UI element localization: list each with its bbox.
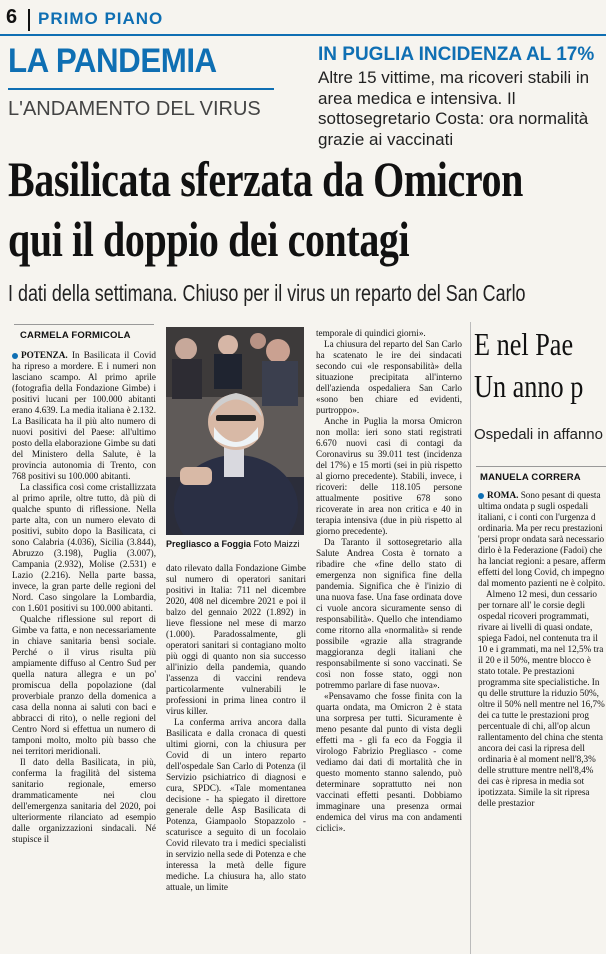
headline-line-1: Basilicata sferzata da Omicron	[8, 151, 523, 207]
location-bullet-icon	[12, 353, 18, 359]
paragraph: La classifica così come cristallizzata al primo aprile, oltre tutto, dà più di qualche spunto di riflessione. Nella parte alta, con un numero elevato di positivi, subito dopo la Basilicata, ci sono Calabria (4.036), Sicilia (3.844), Abruzzo (3.198), Puglia (3.007), Campania (2.932), Molise (2.531) e Lazio (2.216). Nella parte bassa, invece, la gran parte delle regioni del Nord. Caso singolare la Lombardia, con 1.601 positivi su 100.000 abitanti.	[12, 482, 156, 613]
dateline: ROMA.	[487, 490, 519, 500]
headline-line-2: qui il doppio dei contagi	[8, 211, 410, 267]
paragraph-text: In Basilicata il Covid ha ripreso a mordere. E i numeri non lasciano scampo. Al primo aprile (fotografia della Fondazione Gimbe) i positivi lucani per 100.000 abitanti erano 4.639. La media italiana è 2.132. La Basilicata ha il più alto numero di nuovi positivi del Paese: all'ultimo posto della elaborazione Gimbe su dati del Ministero della Salute, è la provincia autonomia di Trento, con 768 positivi su 100.000 abitanti.	[12, 350, 156, 481]
photo-credit: Foto Maizzi	[253, 539, 300, 549]
subheadline: I dati della settimana. Chiuso per il virus un reparto del San Carlo	[8, 280, 526, 306]
paragraph-text: Sono pesant di questa ultima ondata p sugli ospedali italiani, c i conti con l'urgenza d ordinaria. Ma per recu prestazioni 'persi propr ondata sarà necessario dirlo è la Federazione (Fadoi) che ha lanciat regioni: a pesare, afferm effetti del long Covid, ch impegno dal momento pazienti ne è colpito.	[478, 490, 606, 588]
section-label: PRIMO PIANO	[38, 9, 164, 28]
right-headline-line-1: E nel Pae	[474, 326, 574, 362]
column-divider	[470, 322, 471, 954]
right-subheadline: Ospedali in affanno	[474, 426, 603, 443]
sidebox-headline: IN PUGLIA INCIDENZA AL 17%	[318, 44, 595, 65]
paragraph	[478, 490, 606, 589]
page-number: 6	[6, 6, 18, 28]
photo-illustration	[166, 327, 304, 535]
caption-text: Pregliasco a Foggia	[166, 539, 252, 549]
paragraph: La conferma arriva ancora dalla Basilicata e dalla cronaca di questi ultimi giorni, con la chiusura per Covid di un intero reparto dell'ospedale San Carlo di Potenza (il Servizio psichiatrico di diagnosi e cura, SPDC). «Tale momentanea decisione - ha spiegato il direttore generale delle Asp Basilicata di Potenza, Giampaolo Stopazzolo - scaturisce a seguito di un focolaio Covid rilevato tra i medici specialisti in servizio nella sede di Potenza e che interessa la metà delle figure mediche. La chiusura ha, allo stato attuale, un limite	[166, 717, 306, 892]
paragraph: Almeno 12 mesi, dun cessario per tornare all' le corsie degli ospedal ricoveri programmati, rivare ai livelli di quasi ondate, spiega Fadoi, nel contenuta tra il 10 e i grammati, ma nel 12,5% tra il 20 e il 50%, mentre blocco è stato totale. Pe prestazioni programma site specialistiche. In qu delle strutture la riduzio 50%, oltre il 50% nell mentre nel 16,7% dei ca tutte le prestazioni prog percentuale di chi, all'op alcun rallentamento del china che stenta ancora dei casi la ripresa dell ordinaria è al moment nell'8,3% delle strutture mentre nell'8,4% dei cas è ripresa in media sot ipotizzata. Simile la sit ripresa delle prestazior	[478, 589, 605, 808]
page-number-divider	[28, 9, 30, 31]
article-photo	[166, 327, 304, 535]
paragraph: Qualche riflessione sul report di Gimbe va fatta, e non necessariamente in chiave sanitaria bensì sociale. Perché o il virus risulta più ampiamente diffuso al Centro Sud per quella natura allegra e un po' promiscua della popolazione (dal proverbiale pranzo della domenica a casa della nonna ai saluti con baci e abbracci di rito), o nelle regioni del Centro Nord si effettua un numero di tamponi molto, molto più basso che nei territori meridionali.	[12, 614, 156, 756]
paragraph: La chiusura del reparto del San Carlo ha scatenato le ire dei sindacati secondo cui «le responsabilità» della situazione precipitata all'interno dell'azienda ospedaliera San Carlo «sono ben chiare ed evidenti, purtroppo».	[316, 339, 462, 415]
article-column-2	[166, 563, 306, 951]
article-column-3	[316, 328, 462, 950]
paragraph: Da Taranto il sottosegretario alla Salute Andrea Costa è tornato a ribadire che «fine dello stato di emergenza non significa fine della pandemia. Significa che è l'inizio di una nuova fase. Una fase ordinata dove ci vuole ancora sicuramente senso di responsabilità». Quello che intendiamo come ritorno alla «normalità» si rende possibile «grazie alla stragrande maggioranza degli italiani che responsabilmente si sono vaccinati. Se così non fosse stato, oggi non potremmo parlare di fase nuova».	[316, 537, 462, 690]
kicker-subtitle: L'ANDAMENTO DEL VIRUS	[8, 98, 261, 120]
paragraph: temporale di quindici giorni».	[316, 328, 426, 338]
paragraph: Anche in Puglia la morsa Omicron non molla: ieri sono stati registrati 6.670 nuovi casi di contagi da Coronavirus su 39.011 test (incidenza del 17%) e 15 morti (sei in più rispetto al giorno precedente). Stabili, invece, i ricoveri: delle 118.105 persone attualmente positive 678 sono ricoverate in area non critica e 40 in terapia intensiva (due in più rispetto al giorno precedente).	[316, 416, 462, 536]
paragraph: «Pensavamo che fosse finita con la quarta ondata, ma Omicron 2 è stata una sorpresa per tutti. Sicuramente è meno pesante dal punto di vista degli effetti ma - gli fa eco da Foggia il virologo Fabrizio Pregliasco - come vediamo dai dati di mortalità che in questo momento stanno salendo, può determinare soprattutto nei non vaccinati effetti pesanti. Dobbiamo immaginare una presenza ormai endemica del virus ma con andamenti ciclici».	[316, 691, 462, 833]
dateline: POTENZA.	[21, 350, 68, 360]
kicker-title: LA PANDEMIA	[8, 42, 217, 80]
paragraph: dato rilevato dalla Fondazione Gimbe sul numero di operatori sanitari positivi in Italia: 711 nel dicembre 2020, 408 nel dicembre 2021 e poi il balzo del gennaio 2022 (1.892) in lieve flessione nel mese di marzo (1.000). Paradossalmente, gli operatori sanitari si contagiano molto più oggi di quanto non sia successo all'inizio della pandemia, quando l'assenza di vaccini rendeva particolarmente vulnerabili le professioni in prima linea contro il virus killer.	[166, 563, 306, 716]
location-bullet-icon	[478, 493, 484, 499]
header-rule	[0, 34, 606, 36]
byline: CARMELA FORMICOLA	[20, 330, 131, 341]
right-byline-rule	[476, 466, 606, 467]
right-headline-line-2: Un anno p	[474, 368, 584, 404]
right-byline: MANUELA CORRERA	[480, 472, 581, 483]
photo-caption	[166, 539, 300, 549]
paragraph: Il dato della Basilicata, in più, conferma la fragilità del sistema sanitario regionale, emerso drammaticamente nei clou dell'emergenza sanitaria del 2020, poi ulteriormente rilanciato ad esempio dalle organizzazioni sindacali. Né stupisce il	[12, 757, 156, 844]
byline-rule	[14, 324, 154, 325]
sidebox-body: Altre 15 vittime, ma ricoveri stabili in area medica e intensiva. Il sottosegretario Costa: ora normalità grazie ai vaccinati	[318, 68, 590, 150]
right-article-column	[478, 490, 606, 950]
kicker-rule	[8, 88, 274, 90]
paragraph	[12, 350, 156, 482]
article-column-1	[12, 350, 156, 950]
